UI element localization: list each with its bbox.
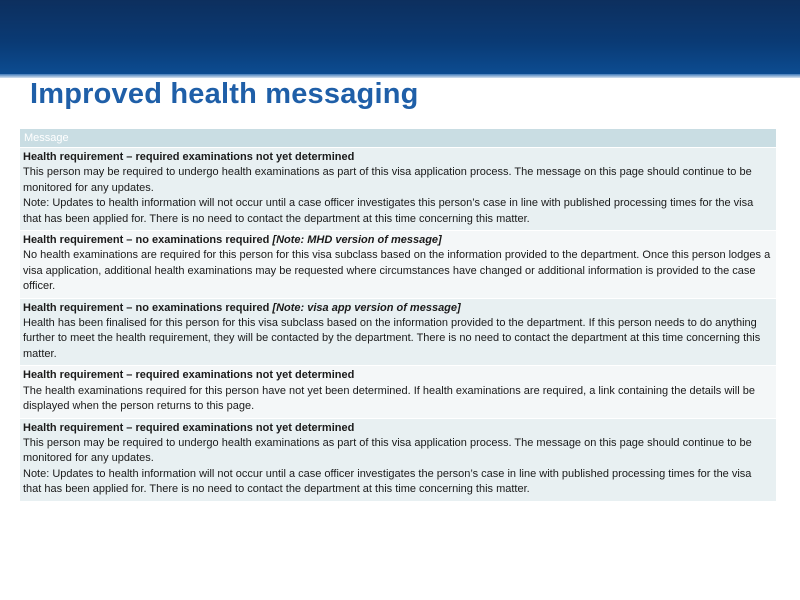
message-cell: [20, 298, 776, 366]
column-header-message: Message: [20, 129, 776, 148]
message-heading-line: [23, 301, 772, 316]
table-row: [20, 366, 776, 418]
message-version-note: [Note: visa app version of message]: [272, 301, 461, 314]
page-title: Improved health messaging: [30, 78, 419, 110]
message-text: Note: Updates to health information will not occur until a case officer investigates the person’s case in line with published processing times for the visa that has been applied for. There is no need to contact the department at this time concerning this matter.: [23, 467, 752, 496]
message-heading-line: [23, 368, 772, 383]
table-header-row: [20, 129, 776, 148]
table-row: [20, 231, 776, 299]
message-heading: Health requirement – required examinations not yet determined: [23, 421, 355, 434]
message-text: This person may be required to undergo health examinations as part of this visa application process. The message on this page should continue to be monitored for any updates.: [23, 166, 752, 194]
message-heading: Health requirement – required examinations not yet determined: [23, 369, 355, 382]
message-heading-line: [23, 150, 772, 165]
message-table: [20, 129, 776, 502]
message-cell: [20, 148, 776, 231]
header-band: [0, 0, 800, 76]
message-text: Note: Updates to health information will not occur until a case officer investigates this person’s case in line with published processing times for the visa that has been applied for. There is no need to contact the department at this time concerning this matter.: [23, 197, 754, 225]
message-text: This person may be required to undergo health examinations as part of this visa application process. The message on this page should continue to be monitored for any updates.: [23, 436, 752, 465]
message-text: Health has been finalised for this person for this visa subclass based on the information provided to the department. If this person needs to do anything further to meet the health requirement, they will be contacted by the department. There is no need to contact the department at this time concerning this matter.: [23, 317, 761, 360]
message-heading-line: [23, 233, 772, 248]
message-heading: Health requirement – no examinations required: [23, 234, 270, 247]
table-row: [20, 418, 776, 501]
message-text: No health examinations are required for this person for this visa subclass based on the information provided to the department. Once this person lodges a visa application, additional health examinations may be requested where circumstances have changed or additional information is provided to the case officer.: [23, 249, 771, 293]
message-cell: [20, 418, 776, 501]
message-heading: Health requirement – no examinations required: [23, 301, 270, 314]
message-text: The health examinations required for this person have not yet been determined. If health examinations are required, a link containing the details will be displayed when the person returns to this page.: [23, 384, 755, 413]
message-cell: [20, 231, 776, 299]
message-heading: Health requirement – required examinations not yet determined: [23, 151, 355, 163]
message-heading-line: [23, 421, 772, 436]
table-row: [20, 148, 776, 231]
message-cell: [20, 366, 776, 418]
message-version-note: [Note: MHD version of message]: [272, 234, 442, 247]
table-row: [20, 298, 776, 366]
